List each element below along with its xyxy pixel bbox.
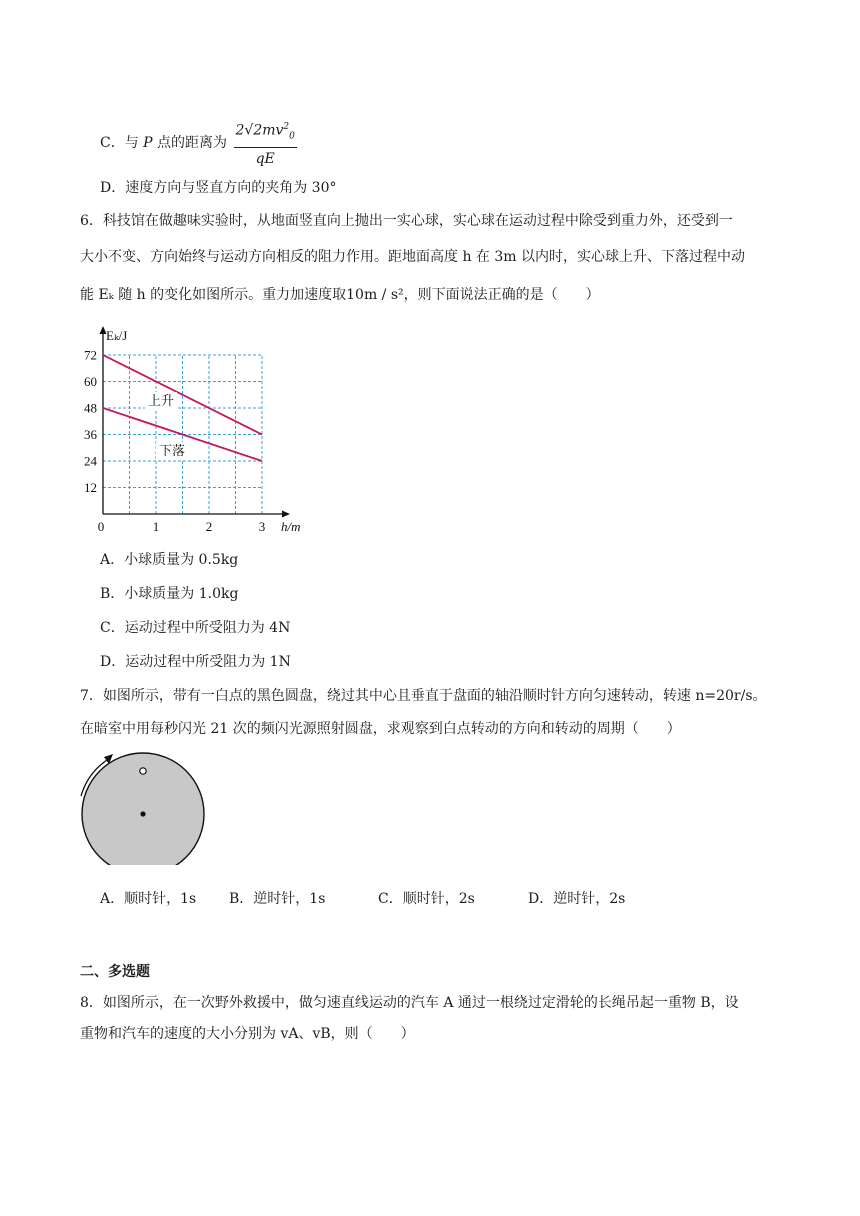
fraction-denominator: qE (255, 151, 275, 168)
series-label: 下落 (158, 443, 186, 458)
series-label: 上升 (147, 393, 175, 408)
q5-option-c-prefix: C．与 (100, 135, 139, 152)
center-dot (140, 811, 145, 816)
y-tick-label: 12 (84, 480, 97, 495)
energy-height-chart (78, 318, 318, 538)
q7-stem-line1: 7．如图所示，带有一白点的黑色圆盘，绕过其中心且垂直于盘面的轴沿顺时针方向匀速转动，转速 n=20r/s。 (80, 688, 767, 704)
q7-option-b: B．逆时针，1s (229, 891, 326, 907)
section-title: 二、多选题 (80, 964, 150, 980)
q6-option-c: C．运动过程中所受阻力为 4N (100, 620, 291, 636)
white-dot (140, 768, 146, 774)
q7-stem-line2: 在暗室中用每秒闪光 21 次的频闪光源照射圆盘，求观察到白点转动的方向和转动的周期（ ） (80, 721, 681, 737)
q7-option-c: C．顺时针，2s (378, 891, 475, 907)
q8-stem-line2: 重物和汽车的速度的大小分别为 vA、vB，则（ ） (80, 1026, 415, 1042)
q7-option-d: D．逆时针，2s (528, 891, 626, 907)
y-tick-label: 60 (84, 374, 97, 389)
y-tick-label: 48 (84, 400, 97, 416)
q5-option-d: D．速度方向与竖直方向的夹角为 30° (100, 180, 337, 196)
x-tick-label: 0 (97, 519, 105, 534)
x-tick-label: 2 (205, 519, 213, 534)
x-axis-label: h/m (281, 519, 301, 534)
q6-stem-line2: 大小不变、方向始终与运动方向相反的阻力作用。距地面高度 h 在 3m 以内时，实心球上升、下落过程中动 (80, 249, 745, 265)
x-axis-arrow-icon (282, 511, 290, 518)
fraction-sub: 0 (289, 131, 295, 142)
q6-option-a: A．小球质量为 0.5kg (100, 552, 239, 568)
y-axis-label: Eₖ/J (106, 328, 128, 343)
x-tick-label: 1 (152, 519, 160, 534)
q5-option-c-mid: 点的距离为 (157, 135, 228, 152)
q6-stem-line3: 能 Eₖ 随 h 的变化如图所示。重力加速度取10m / s²，则下面说法正确的是（ ） (80, 287, 600, 303)
q5-option-c (100, 117, 297, 169)
q5-option-c-fraction (234, 117, 297, 169)
q7-option-a: A．顺时针，1s (100, 891, 197, 907)
y-tick-label: 72 (84, 347, 97, 363)
q6-stem-line1: 6．科技馆在做趣味实验时，从地面竖直向上抛出一实心球，实心球在运动过程中除受到重力外，还受到一 (80, 213, 733, 229)
y-tick-label: 36 (84, 427, 97, 442)
rotating-disk-figure (75, 750, 215, 865)
q5-option-c-point: P (143, 135, 153, 152)
x-tick-label: 3 (258, 519, 266, 534)
q6-option-d: D．运动过程中所受阻力为 1N (100, 654, 291, 670)
y-tick-label: 24 (84, 453, 97, 469)
fraction-numerator: 2√2mv (235, 122, 284, 139)
q8-stem-line1: 8．如图所示，在一次野外救援中，做匀速直线运动的汽车 A 通过一根绕过定滑轮的长绳吊起一重物 B，设 (80, 995, 739, 1011)
fraction-sup: 2 (283, 122, 290, 132)
q6-option-b: B．小球质量为 1.0kg (100, 586, 239, 602)
